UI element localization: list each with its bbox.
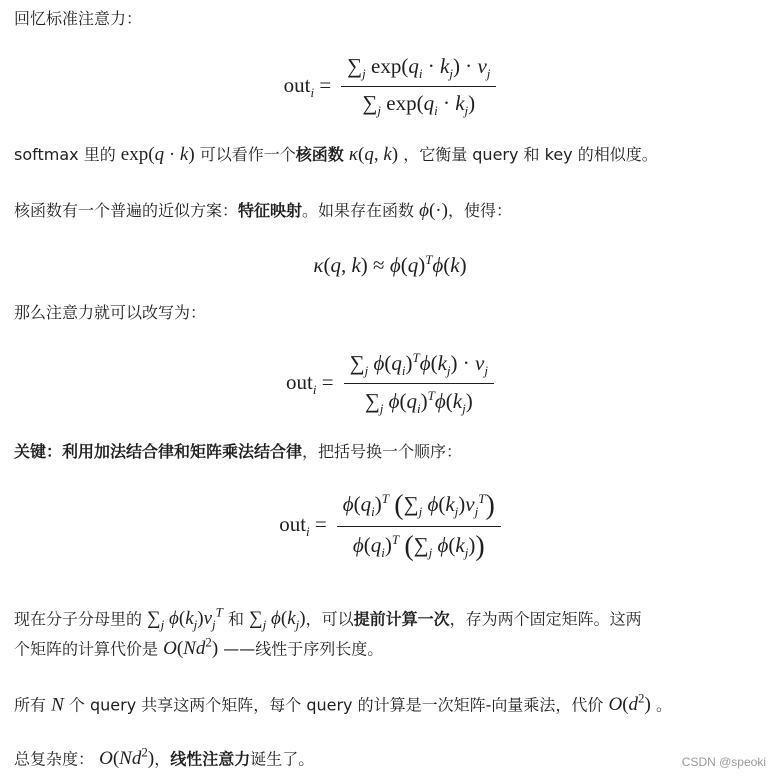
equation-linearized: out$_i$ = $\frac{\sum_j \phi(q_i)^T\phi(k_j) \cdot v_j}{\sum_j \phi(q_i)^T\phi(k_j)}$: [0, 350, 780, 417]
precompute-bold-text: 提前计算一次: [353, 609, 450, 629]
precompute-text-a: 现在分子分母里的: [14, 609, 143, 629]
intro-text: 回忆标准注意力：: [14, 9, 143, 28]
softmax-text-b: 可以看作一个: [199, 145, 296, 164]
softmax-bold-text: 核函数: [295, 145, 344, 164]
total-text-a: 总复杂度：: [14, 749, 95, 769]
key-text-b: ，把括号换一个顺序：: [302, 442, 463, 461]
equation-reordered: out$_i$ = $\frac{\phi(q_i)^T (\sum_j \phi(k_j)v_j^T)}{\phi(q_i)^T (\sum_j \phi(k_j))}$: [0, 490, 780, 563]
softmax-paragraph: softmax 里的 exp(q · k) 可以看作一个核函数 κ(q, k) ，它衡量 query 和 key 的相似度。: [14, 144, 658, 165]
rewrite-paragraph: [14, 298, 766, 328]
total-text-b: ，: [154, 749, 171, 769]
precompute-text-c: ，存为两个固定矩阵。这两: [449, 609, 642, 629]
kernel-text-a: 核函数有一个普遍的近似方案：: [14, 201, 239, 220]
shared-paragraph: 所有 N 个 query 共享这两个矩阵，每个 query 的计算是一次矩阵-向量乘法，代价 $O(d^2)$ 。: [14, 691, 672, 716]
precompute-paragraph-line1: 现在分子分母里的 $\sum_j$ $\phi(k_j)v_j^T$ 和 $\sum_j$ $\phi(k_j)$，可以提前计算一次，存为两个固定矩阵。这两: [14, 605, 642, 633]
kernel-text-b: 。如果存在函数: [302, 201, 415, 220]
equation-standard-attention: out$_i$ = $\frac{\sum_j \exp(q_i \cdot k_j) \cdot v_j}{\sum_j \exp(q_i \cdot k_j)}$: [0, 54, 780, 119]
kernel-text-c: ，使得：: [447, 201, 512, 220]
key-paragraph: [14, 437, 766, 467]
total-bold-text: 线性注意力: [170, 749, 251, 769]
total-paragraph: 总复杂度： O(Nd$^2$)，线性注意力诞生了。: [14, 745, 315, 770]
shared-text-a: 所有: [14, 695, 47, 715]
precompute-paragraph-line2: 个矩阵的计算代价是 O(Nd$^2$) ——线性于序列长度。: [14, 635, 384, 660]
precompute-text-d: 个矩阵的计算代价是: [14, 639, 159, 659]
total-text-c: 诞生了。: [250, 749, 315, 769]
kernel-bold-text: 特征映射: [238, 201, 303, 220]
precompute-text-b: ，可以: [305, 609, 354, 629]
softmax-text-a: softmax 里的: [14, 145, 116, 164]
intro-paragraph: [14, 4, 766, 34]
rewrite-text: 那么注意力就可以改写为：: [14, 303, 207, 322]
csdn-watermark: CSDN @speoki: [681, 755, 766, 769]
equation-feature-map: κ(q, $k) \approx \phi(q)^T\phi(k)$: [313, 252, 467, 277]
shared-text-c: 。: [655, 695, 672, 715]
precompute-text-e: ——线性于序列长度。: [223, 639, 384, 659]
precompute-text-and: 和: [227, 609, 244, 629]
softmax-text-c: ，它衡量 query 和 key 的相似度。: [403, 145, 658, 164]
shared-text-b: 个 query 共享这两个矩阵，每个 query 的计算是一次矩阵-向量乘法，代价: [68, 695, 604, 715]
key-bold-text: 关键：利用加法结合律和矩阵乘法结合律: [14, 442, 303, 461]
kernel-paragraph: 核函数有一个普遍的近似方案：特征映射。如果存在函数 ϕ(·)，使得：: [14, 200, 512, 221]
